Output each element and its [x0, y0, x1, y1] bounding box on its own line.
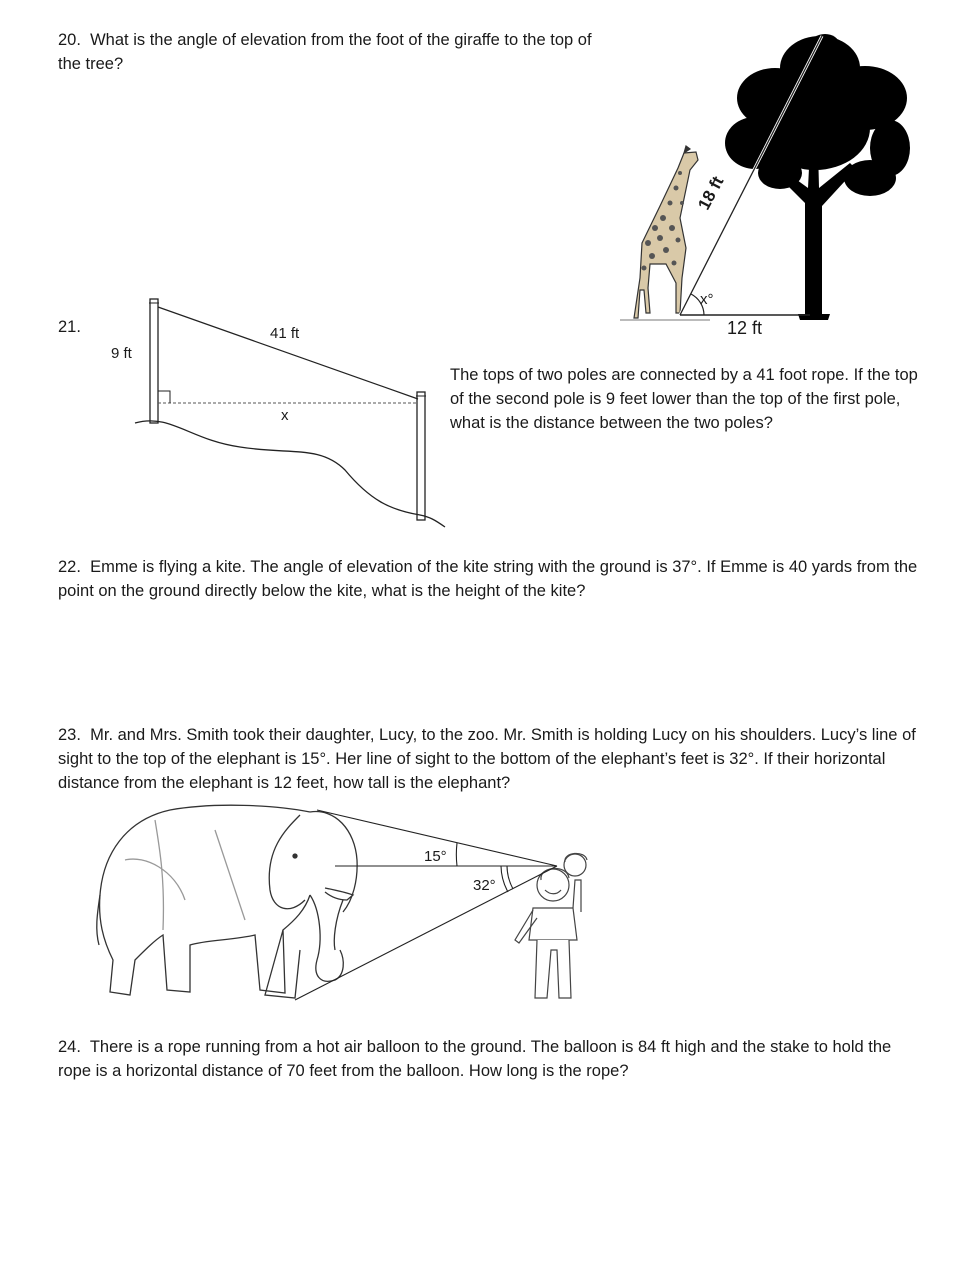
giraffe-icon	[620, 146, 710, 320]
problem-question: There is a rope running from a hot air balloon to the ground. The balloon is 84 ft high and the stake to hold the rope is a horizontal distance of 70 feet from the balloon. How long is the rope?	[58, 1038, 892, 1080]
elephant-icon	[97, 805, 357, 998]
problem-number: 22.	[58, 558, 81, 576]
problem-number: 21.	[58, 318, 81, 336]
tree-icon	[725, 34, 910, 320]
problem-24-text	[58, 1035, 918, 1083]
problem-23-text	[58, 723, 928, 795]
lower-angle-label: 32°	[473, 877, 496, 894]
problem-number: 23.	[58, 726, 81, 744]
giraffe-tree-figure	[600, 28, 920, 348]
angle-label: x°	[700, 291, 714, 308]
rope-label: 41 ft	[270, 325, 300, 342]
base-label: 12 ft	[727, 318, 763, 338]
problem-number: 24.	[58, 1038, 81, 1056]
problem-question: Emme is flying a kite. The angle of elevation of the kite string with the ground is 37°. If Emme is 40 yards from the point on the ground directly below the kite, what is the height of the kite?	[58, 558, 918, 600]
person-icon	[515, 853, 587, 998]
problem-question: Mr. and Mrs. Smith took their daughter, Lucy, to the zoo. Mr. Smith is holding Lucy on his shoulders. Lucy’s line of sight to the top of the elephant is 15°. Her line of sight to the bottom of the elephant’s feet is 32°. If their horizontal distance from the elephant is 12 feet, how tall is the elephant?	[58, 726, 916, 792]
distance-label: x	[281, 407, 289, 424]
problem-number: 20.	[58, 31, 81, 49]
problem-21-text: The tops of two poles are connected by a 41 foot rope. If the top of the second pole is 9 feet lower than the top of the first pole, what is the distance between the two poles?	[450, 366, 918, 432]
problem-question: What is the angle of elevation from the foot of the giraffe to the top of the tree?	[58, 31, 592, 73]
problem-22-text	[58, 555, 928, 603]
upper-angle-label: 15°	[424, 848, 447, 865]
hypotenuse-label: 18 ft	[694, 173, 728, 213]
problem-20-text	[58, 28, 598, 76]
drop-label: 9 ft	[111, 345, 132, 362]
elephant-figure	[95, 800, 595, 1010]
